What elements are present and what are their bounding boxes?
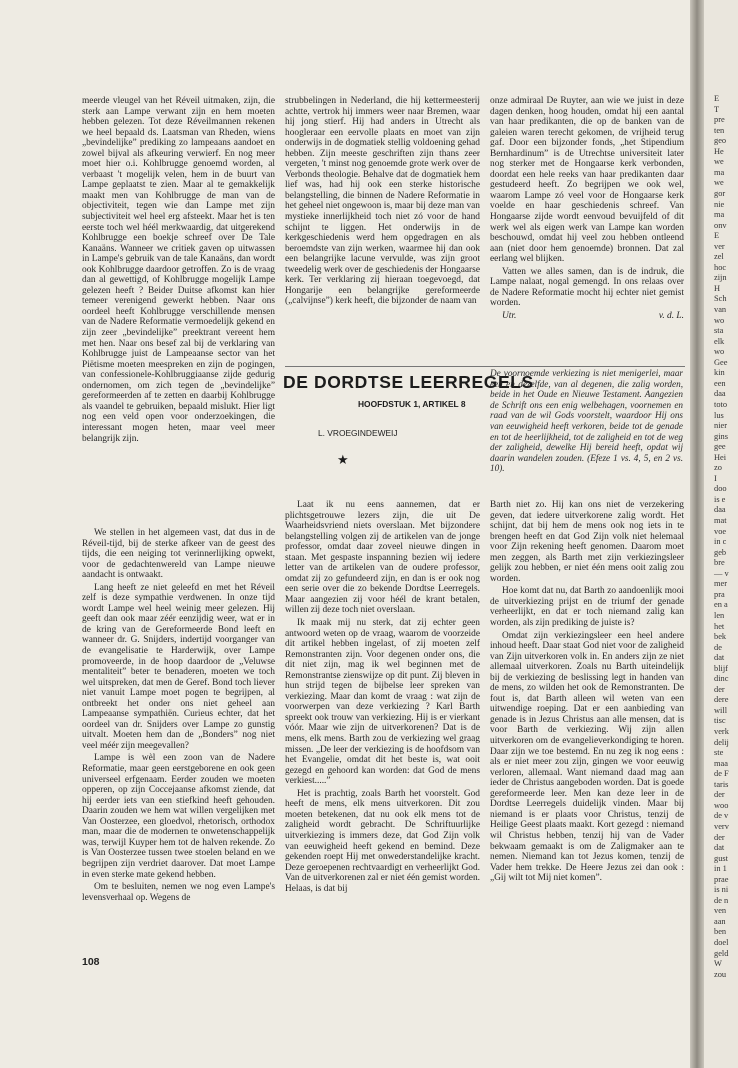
right-page-fragment: voe	[714, 526, 727, 536]
right-page-fragment: sta	[714, 326, 724, 336]
right-page-fragment: Sch	[714, 294, 727, 304]
article-quote: De voornoemde verkiezing is niet menigerlei, maar een en dezelfde, van al degenen, die zalig worden, beide in het Oude en Nieuwe Testament. Aangezien de Schrift ons een enig welbehagen, voornemen en raad van de wil Gods voorstelt, waardoor Hij ons van eeuwigheid heeft verkoren, beide tot de genade en tot de heerlijkheid, tot de zaligheid en tot de weg der zaligheid, dewelke Hij bereid heeft, opdat wij daarin wandelen zouden. (Efeze 1 vs. 4, 5, en 2 vs. 10).	[490, 368, 683, 474]
right-page-fragment: blijf	[714, 663, 728, 673]
right-page-fragment: gor	[714, 188, 726, 198]
right-page-fragment: pre	[714, 115, 725, 125]
paragraph: Lampe is wèl een zoon van de Nadere Reformatie, maar geen eerstgeborene en ook geen universeel erfgenaam. Eerder zouden we moeten opperen, op zijn Coccejaanse afkomst ziende, dat hij eerder iets van een stiefkind heeft gehouden. Daarin zouden we hem wat willen vergelijken met Van Oosterzee, een gloedvol, rhetorisch, orthodox man, maar die de modernen te onwetenschappelijk was, terwijl Kuyper hem tot de halven rekende. Zo is Van Oosterzee tussen twee stoelen beland en we begrijpen zijn verdriet daarover. Dat moet Lampe in even sterke mate gekend hebben.	[82, 753, 275, 880]
right-page-fragment: ben	[714, 927, 727, 937]
right-page-fragment: der	[714, 832, 725, 842]
right-page-fragment: dat	[714, 653, 725, 663]
paragraph: Ik maak mij nu sterk, dat zij echter geen antwoord weten op de vraag, waarom de voorzeide dit artikel hebben ingelast, of zij moeten zelf Remonstranten zijn. Voor degenen onder ons, die dit niet zijn, mag ik wel beginnen met de Remonstrantse zienswijze op dit punt. Zij bleven in hun strijd tegen de bijbelse leer spreken van verkiezing. Maar dan komt de vraag : wat zijn de voorwerpen van deze verkiezing ? Karl Barth spreekt ook trouw van verkiezing. Hij is er vierkant vóór. Maar wie zijn de uitverkorenen? Dat is de mens, elk mens. Barth zou de verkiezing wel graag missen. „De leer der verkiezing is de hoofdsom van het Evangelie, omdat dit het beste is, wat ooit gezegd en gehoord kan worden: dat God de mens verkiest.....”	[285, 618, 480, 787]
right-page-fragment: bre	[714, 558, 725, 568]
right-page-fragment: — v	[714, 568, 729, 578]
right-page-fragment: He	[714, 146, 724, 156]
paragraph: Laat ik nu eens aannemen, dat er plichtsgetrouwe lezers zijn, die uit De Waarheidsvriend niets overslaan. Met bijzondere belangstelling volgen zij de artikelen van de jonge professor, omdat daar zoveel nieuwe dingen in staan. Met gespaste inspanning bezien wij iedere letter van de artikelen van de oudere professor, omdat zij zo gefundeerd zijn, en dan is er ook nog een serie over die zo bekende Dordtse Leerregels. Maar aangezien zij voor héél de krant betalen, willen zij deze toch niet overslaan.	[285, 500, 480, 616]
middle-column-top	[285, 96, 480, 360]
right-page-fragment: zijn	[714, 273, 727, 283]
right-page-fragment: delij	[714, 737, 729, 747]
right-page-fragment: de F	[714, 769, 729, 779]
right-page-fragment: onv	[714, 220, 727, 230]
paragraph: Barth niet zo. Hij kan ons niet de verzekering geven, dat iedere uitverkorene zalig wordt. Het schijnt, dat bij hem de mens ook nog iets in te brengen heeft en dat God Zijn volk niet helemaal voor Zijn rekening heeft genomen. Daarom moet men zeggen, als Barth met zijn verkiezingsleer gelijk zou hebben, er niet één mens ooit zalig zou worden.	[490, 500, 684, 584]
right-page-fragment: W	[714, 959, 722, 969]
right-page-fragment: tisc	[714, 716, 726, 726]
signature-author: v. d. L.	[658, 310, 684, 321]
middle-column-bottom	[285, 500, 480, 944]
right-page-fragment: van	[714, 305, 727, 314]
right-page-fragment: in 1	[714, 864, 727, 874]
left-column-top	[82, 96, 275, 528]
right-page-fragment: de n	[714, 895, 729, 905]
right-page-fragment: de	[714, 642, 722, 652]
right-page-fragment: lus	[714, 410, 724, 420]
paragraph: onze admiraal De Ruyter, aan wie we juist in deze dagen denken, hoog houden, omdat hij een aantal van haar predikanten, die op de banken van de galeien waren terecht gekomen, de vrijheid terug gaf. Door een bijzonder fonds, „het Stipendium Bernhardinum” is de Utrechtse universiteit later nog sterker met de Hongaarse kerk verbonden, doordat een hele reeks van haar predikanten daar gestudeerd heeft. Zo begrijpen we ook wel, waarom Lampe zó veel voor de Hongaarse kerk voelde en haar geschiedenis schreef. Van Hongaarse zijde wordt eenvoud bevuijfeld of dit werk wel als eigen werk van Lampe kan worden beschouwd, omdat hij veel zou hebben ontleend aan (niet door hem genoemde) bronnen. Dat zal eerlang wel blijken.	[490, 96, 684, 265]
right-page-fragment: E	[714, 94, 720, 103]
right-page-fragment: de v	[714, 811, 729, 821]
right-page-fragment: ven	[714, 906, 727, 916]
right-page-fragment: prae	[714, 874, 729, 884]
paragraph: Lang heeft ze niet geleefd en met het Réveil zelf is deze sympathie verdwenen. In onze tijd wordt Lampe wel heel weinig meer gelezen. Hij geeft dan ook maar zéér eenzijdig weer, wat er in de kring van de Gereformeerde Bond leeft en wanneer dr. G. Snijders, indertijd voorganger van de evangelisatie te Harderwijk, over Lampe promoveerde, in de hoop daardoor de „Veluwse mentaliteit” beter te benaderen, moeten we toch wel uitspreken, dat men de Geref. Bond toch liever niet vanuit Lampe moet pogen te begrijpen, al ontbreekt het onder ons niet geheel aan Lampeaanse sympathiën. Curieus echter, dat het oordeel van dr. Snijders over Lampe zo gunstig uitvalt. Moeten hem dan de „Bonders” nog niet veel méér zijn meegevallen?	[82, 582, 275, 751]
right-page-fragment: geld	[714, 948, 729, 958]
right-page-fragment: woo	[714, 800, 729, 810]
right-page-fragment: wo	[714, 315, 725, 325]
right-page-fragment: zou	[714, 969, 727, 979]
right-page-fragment: zel	[714, 252, 724, 262]
right-page-fragment: het	[714, 621, 725, 631]
right-page-fragment: ma	[714, 167, 725, 177]
right-page-fragment: toto	[714, 399, 728, 409]
paragraph: We stellen in het algemeen vast, dat dus in de Réveil-tijd, bij de sterke afkeer van de geest des tijds, die een neiging tot verinnerlijking opwekt, voor de gedachtenwereld van Lampe nieuwe aandacht is ontwaakt.	[82, 528, 275, 581]
paragraph: Het is prachtig, zoals Barth het voorstelt. God heeft de mens, elk mens uitverkoren. Dit zou moeten betekenen, dat nu ook elk mens tot de zaligheid wordt gebracht. De Schriftuurlijke uitverkiezing is immers deze, dat God Zijn volk van eeuwigheid heeft gekend en bemind. Deze gekenden roept Hij met onwederstandelijke kracht. Deze geroepenen rechtvaardigt en verheerlijkt God. Van de uitverkorenen zal er niet één gemist worden. Helaas, is dat bij	[285, 788, 480, 894]
left-column-bottom	[82, 528, 275, 941]
right-page-fragment: will	[714, 705, 728, 715]
right-page-fragment: wo	[714, 347, 725, 357]
right-page-fragment: verk	[714, 727, 729, 736]
right-page-fragment: ver	[714, 241, 725, 251]
right-page-fragment: daa	[714, 389, 726, 399]
right-page-fragment: een	[714, 378, 726, 388]
right-page-fragment: mer	[714, 579, 728, 589]
signature-place: Utr.	[502, 310, 517, 321]
right-page-fragment: ste	[714, 748, 724, 758]
paragraph: strubbelingen in Nederland, die hij kettermeesterij achtte, vertrok hij immers weer naar Bremen, waar hij jong stierf. Hij had anders in Utrecht als hoogleraar een eervolle plaats en moet van zijn onderwijs in de dogmatiek stellig voldoening gehad hebben. Zijn meeste geschriften zijn thans zeer vergeten, 't minst nog genoemde grote werk over de Verbonds theologie. Behalve dat de dogmatiek hem lief was, had hij ook een sterke historische belangstelling, die binnen de Nadere Reformatie in het geheel niet ongewoon is, maar bij deze man van mystieke innerlijkheid toch niet zó voor de hand schijnt te liggen. Het onderwijs in de kerkgeschiedenis werd hem opgedragen en als beroemdste van zijn werken, waarmee hij dan ook een belangrijke lacune vervulde, was zijn groot tweedelig werk over de geschiedenis der Hongaarse kerk. Ter verklaring zij hieraan toegevoegd, dat Hongarije een belangrijke gereformeerde („calvijnse”) kerk heeft, die bijzonder de naam van	[285, 96, 480, 307]
right-page-fragment: verv	[714, 821, 729, 831]
paragraph: Omdat zijn verkiezingsleer een heel andere inhoud heeft. Daar staat God niet voor de zaligheid van Zijn uitverkoren volk in. En anders zijn ze niet allemaal uitverkoren. Zoals nu Barth uiteindelijk bij de verkiezing de beslissing legt in handen van de mens, zo wilden het ook de Remonstranten. De fout is, dat Barth alleen wil weten van een uitwendige roeping. Dat er een aanbieding van genade is in Jezus Christus aan alle mensen, dat is voor Barth de verkiezing. Wij zijn allen uitverkoren om de evangelieverkondiging te horen. Daar zijn we toe bestemd. En nu zeg ik nog eens : als er niet meer zou zijn, gingen we voor eeuwig verloren, allemaal. Want niemand daad mag aan ieder de Christus aangeboden worden. Dat is goede gereformeerde leer. Men kan deze leer in de Dordtse Leerregels duidelijk vinden. Maar bij niemand is er plaats voor Christus, tenzij de Heilige Geest plaats maakt. Kort gezegd : niemand wil Christus hebben, tenzij hij van de Vader bekwaam gemaakt is om de Zaligmaker aan te nemen. Niemand kan tot Jezus komen, tenzij de Vader hem trekke. De Heere Jezus zei dan ook : „Gij wilt tot Mij niet komen”.	[490, 630, 684, 884]
star-ornament: ★	[337, 452, 349, 467]
right-page-fragment: Gee	[714, 357, 728, 367]
article-subtitle: HOOFDSTUK 1, ARTIKEL 8	[358, 399, 466, 409]
right-page-fragment: bek	[714, 632, 727, 642]
right-page-fragment: taris	[714, 779, 729, 789]
right-page-fragment: is ni	[714, 885, 729, 895]
right-page-fragment: mat	[714, 516, 727, 525]
paragraph: Vatten we alles samen, dan is de indruk, die Lampe nalaat, nogal gemengd. In ons relaas over de Nadere Reformatie mocht hij echter niet gemist worden.	[490, 266, 684, 309]
right-page-fragment: we	[714, 178, 724, 188]
paragraph: meerde vleugel van het Réveil uitmaken, zijn, die sterk aan Lampe verwant zijn en hem moeten hebben gelezen. Tot deze Réveilmannen rekenen we heel bepaald ds. Laatsman van Rheden, wiens „bevindelijke” prediking zo lampeaans aandoet en zowel bijval als afkeuring verwierf. En nog meer moet hier o.i. Kohlbrugge genoemd worden, al verbaast 't mogelijk velen, hem in de buurt van Lampe geplaatst te zien. Maar al te gemakkelijk maakt men van Kohlbrugge de man van de objectiviteit, tegen wie dan Lampe met zijn subjectiviteit wel heel erg afsteekt. Maar het is ten eerste toch wel héél merkwaardig, dat uitgerekend Kohlbrugge een boekje schreef over De Tale Kanaäns. Wanneer we critiek gaven op uitwassen in Lampe's gebruik van de tale Kanaäns, dan wordt ook Kohlbrugge daardoor getroffen. Zo is de vraag dan al gewettigd, of Kohlbrugge mogelijk Lampe gelezen heeft ? Beider Duitse afkomst kan hier temeer verenigend gewerkt hebben. Naar ons oordeel heeft Kohlbrugge verschillende mensen van de Nadere Reformatie vermoedelijk gekend en zijn zeer „bevindelijke” preektrant vereent hem met hen. Naar ons besef zal bij de verklaring van Kohlbrugge juist de Lampeaanse sector van het Piëtisme moeten meespreken en zijn de pogingen, van confessionele-Kohlbruggiaanse zijde gedurig ondernomen, om zich tegen de „bevindelijke” gereformeerden af te zetten en daarbij Kohlbrugge als vaandel te gebruiken, bepaald mislukt. Hier ligt nog een veld open voor onderzoekingen, die interessant mogen heten, maar veel meer belangrijk zijn.	[82, 96, 275, 444]
article-author: L. VROEGINDEWEIJ	[318, 428, 398, 438]
right-page-fragment: is e	[714, 494, 726, 504]
right-page-fragment: aan	[714, 916, 726, 926]
right-page-fragment: geb	[714, 547, 727, 557]
right-page-fragment: elk	[714, 336, 725, 346]
right-page-fragment: gee	[714, 442, 726, 452]
right-page-fragment: E	[714, 231, 720, 241]
right-page-fragment: gust	[714, 853, 728, 863]
next-page-edge	[704, 0, 738, 1068]
right-page-fragment: daa	[714, 505, 726, 515]
right-page-fragment: H	[714, 283, 721, 293]
right-page-fragment: maa	[714, 758, 728, 768]
right-page-fragment: hoc	[714, 262, 727, 272]
right-page-fragment: Hei	[714, 452, 727, 462]
right-page-fragment: der	[714, 684, 725, 694]
section-divider	[285, 366, 685, 367]
signature-line	[490, 311, 684, 322]
page-number: 108	[82, 956, 100, 968]
right-column-top	[490, 96, 684, 360]
right-page-fragment: pra	[714, 589, 725, 599]
right-page-fragment: T	[714, 104, 720, 114]
right-page-fragment: der	[714, 790, 725, 800]
right-column-bottom	[490, 500, 684, 944]
right-page-fragment: dinc	[714, 674, 729, 684]
right-page-fragment: I	[714, 473, 717, 483]
right-page-fragment: len	[714, 610, 725, 620]
right-page-fragment: ten	[714, 125, 725, 135]
right-page-fragment: dere	[714, 695, 729, 705]
right-page-fragment: geo	[714, 136, 727, 146]
right-page-fragment: doo	[714, 484, 727, 494]
right-page-fragment: ma	[714, 210, 725, 220]
right-page-fragment: gins	[714, 431, 728, 441]
right-page-fragment: zo	[714, 463, 722, 473]
book-gutter	[690, 0, 704, 1068]
right-page-fragment: doel	[714, 938, 729, 947]
right-page-fragment: dat	[714, 843, 725, 853]
right-page-fragment: we	[714, 157, 724, 167]
article-title: DE DORDTSE LEERREGELS	[283, 372, 534, 392]
right-page-fragment: en a	[714, 600, 728, 610]
paragraph: Om te besluiten, nemen we nog even Lampe's levensverhaal op. Wegens de	[82, 882, 275, 903]
right-page-fragment: kin	[714, 368, 725, 378]
right-page-fragment: nie	[714, 199, 725, 209]
right-page-fragment: nier	[714, 421, 728, 431]
right-page-fragment: in c	[714, 537, 727, 547]
paragraph: Hoe komt dat nu, dat Barth zo aandoenlijk mooi de uitverkiezing prijst en de triumf der genade verheerlijkt, en dat er toch niemand zalig kan worden, als zijn prediking de juiste is?	[490, 586, 684, 629]
